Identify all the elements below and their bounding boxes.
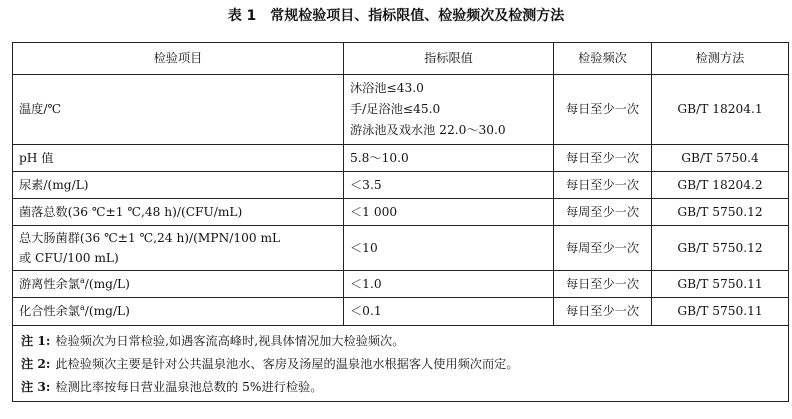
inspection-table-container bbox=[12, 42, 788, 419]
note-2-label: 注 2: bbox=[21, 357, 51, 371]
note-1 bbox=[21, 330, 780, 353]
table-row bbox=[13, 172, 789, 199]
table-row bbox=[13, 75, 789, 145]
table-row bbox=[13, 298, 789, 326]
note-1-text: 检验频次为日常检验,如遇客流高峰时,视具体情况加大检验频次。 bbox=[55, 334, 405, 348]
method-total-coliform: GB/T 5750.12 bbox=[652, 226, 789, 271]
notes-cell bbox=[13, 326, 789, 402]
note-1-label: 注 1: bbox=[21, 334, 51, 348]
header-inspection-item: 检验项目 bbox=[13, 43, 344, 75]
table-title: 表 1 常规检验项目、指标限值、检验频次及检测方法 bbox=[227, 8, 565, 24]
method-urea: GB/T 18204.2 bbox=[652, 172, 789, 199]
frequency-total-coliform: 每周至少一次 bbox=[554, 226, 652, 271]
frequency-total-bacteria: 每周至少一次 bbox=[554, 199, 652, 226]
method-free-residual-chlorine: GB/T 5750.11 bbox=[652, 271, 789, 298]
item-combined-residual-chlorine-unit: /(mg/L) bbox=[84, 304, 130, 319]
item-combined-residual-chlorine bbox=[13, 298, 344, 326]
note-3-text: 检测比率按每日营业温泉池总数的 5%进行检验。 bbox=[55, 380, 323, 394]
item-free-residual-chlorine-unit: /(mg/L) bbox=[84, 276, 130, 291]
footnote-marker-a: a bbox=[79, 303, 85, 313]
item-total-coliform-line-2: 或 CFU/100 mL) bbox=[19, 251, 119, 265]
method-combined-residual-chlorine: GB/T 5750.11 bbox=[652, 298, 789, 326]
item-combined-residual-chlorine-name: 化合性余氯 bbox=[19, 304, 80, 319]
header-inspection-frequency: 检验频次 bbox=[554, 43, 652, 75]
limit-total-coliform: ＜10 bbox=[344, 226, 554, 271]
limit-combined-residual-chlorine: ＜0.1 bbox=[344, 298, 554, 326]
header-indicator-limit: 指标限值 bbox=[344, 43, 554, 75]
table-header bbox=[13, 43, 789, 75]
table-row bbox=[13, 199, 789, 226]
item-free-residual-chlorine-name: 游离性余氯 bbox=[19, 276, 80, 291]
limit-swimming-play-pool: 游泳池及戏水池 22.0～30.0 bbox=[350, 123, 506, 137]
frequency-free-residual-chlorine: 每日至少一次 bbox=[554, 271, 652, 298]
item-total-bacteria: 菌落总数(36 ℃±1 ℃,48 h)/(CFU/mL) bbox=[13, 199, 344, 226]
table-row bbox=[13, 271, 789, 298]
note-2 bbox=[21, 353, 780, 376]
limit-total-bacteria: ＜1 000 bbox=[344, 199, 554, 226]
item-ph: pH 值 bbox=[13, 145, 344, 172]
inspection-standards-table bbox=[12, 42, 789, 402]
frequency-combined-residual-chlorine: 每日至少一次 bbox=[554, 298, 652, 326]
item-total-coliform-cell bbox=[13, 226, 344, 271]
frequency-urea: 每日至少一次 bbox=[554, 172, 652, 199]
temperature-limit-cell bbox=[344, 75, 554, 145]
method-ph: GB/T 5750.4 bbox=[652, 145, 789, 172]
limit-free-residual-chlorine: ＜1.0 bbox=[344, 271, 554, 298]
item-total-coliform-line-1: 总大肠菌群(36 ℃±1 ℃,24 h)/(MPN/100 mL bbox=[19, 231, 281, 245]
table-row bbox=[13, 145, 789, 172]
note-3-label: 注 3: bbox=[21, 380, 51, 394]
notes-row bbox=[13, 326, 789, 402]
footnote-marker-a: a bbox=[79, 275, 85, 285]
limit-ph: 5.8～10.0 bbox=[344, 145, 554, 172]
limit-urea: ＜3.5 bbox=[344, 172, 554, 199]
header-row bbox=[13, 43, 789, 75]
header-detection-method: 检测方法 bbox=[652, 43, 789, 75]
note-2-text: 此检验频次主要是针对公共温泉池水、客房及汤屋的温泉池水根据客人使用频次而定。 bbox=[55, 357, 519, 371]
frequency-temperature: 每日至少一次 bbox=[554, 75, 652, 145]
note-3 bbox=[21, 376, 780, 399]
item-urea: 尿素/(mg/L) bbox=[13, 172, 344, 199]
method-temperature: GB/T 18204.1 bbox=[652, 75, 789, 145]
method-total-bacteria: GB/T 5750.12 bbox=[652, 199, 789, 226]
item-temperature: 温度/℃ bbox=[13, 75, 344, 145]
table-body bbox=[13, 75, 789, 402]
frequency-ph: 每日至少一次 bbox=[554, 145, 652, 172]
limit-bathing-pool: 沐浴池≤43.0 bbox=[350, 81, 424, 95]
table-row bbox=[13, 226, 789, 271]
item-free-residual-chlorine bbox=[13, 271, 344, 298]
limit-hand-foot-bath: 手/足浴池≤45.0 bbox=[350, 102, 441, 116]
